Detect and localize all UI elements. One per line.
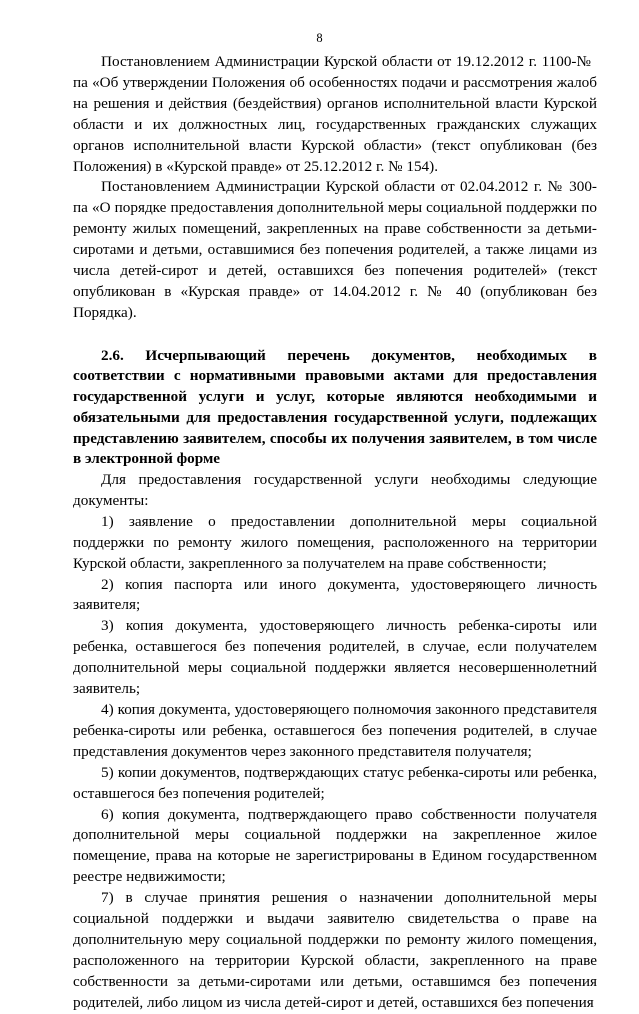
document-body bbox=[73, 52, 597, 1014]
section-heading-2-6: 2.6. Исчерпывающий перечень документов, необходимых в соответствии с нормативными правовыми актами для предоставления государственной услуги и услуг, которые являются необходимыми и обязательными для предоставления государственной услуги, подлежащих представлению заявителем, способы их получения заявителем, в том числе в электронной форме bbox=[73, 346, 597, 468]
paragraph-documents-intro: Для предоставления государственной услуги необходимы следующие документы: bbox=[73, 471, 597, 509]
list-item-5: 5) копии документов, подтверждающих статус ребенка-сироты или ребенка, оставшегося без попечения родителей; bbox=[73, 763, 597, 802]
list-item-1: 1) заявление о предоставлении дополнительной меры социальной поддержки по ремонту жилого помещения, расположенного на территории Курской области, закрепленного за получателем на праве собственности; bbox=[73, 512, 597, 572]
list-item-3: 3) копия документа, удостоверяющего личность ребенка-сироты или ребенка, оставшегося без попечения родителей, в случае, если получателем дополнительной меры социальной поддержки является несовершеннолетний заявитель; bbox=[73, 617, 597, 698]
paragraph-resolution-1100-start: Постановлением Администрации Курской области от 19.12.2012 г. bbox=[101, 53, 538, 70]
paragraph-resolution-1100-rest: 1100-па «Об утверждении Положения об особенностях подачи и рассмотрения жалоб на решения и действия (бездействия) органов исполнительной власти Курской области и их должностных лиц, государственных гражданских служащих органов исполнительной власти Курской области» (текст опубликован (без Положения) в «Курской правде» от 25.12.2012 г. № 154). bbox=[73, 53, 597, 175]
list-item-7: 7) в случае принятия решения о назначении дополнительной меры социальной поддержки и выдачи заявителю свидетельства о праве на дополнительную меру социальной поддержки по ремонту жилого помещения, расположенного на территории Курской области, закрепленного на праве собственности за детьми-сиротами или детьми, оставшимся без попечения родителей, либо лицом из числа детей-сирот и детей, оставшихся без попечения bbox=[73, 889, 597, 1011]
list-item-4: 4) копия документа, удостоверяющего полномочия законного представителя ребенка-сироты или ребенка, оставшегося без попечения родителей, в случае представления документов через законного представителя получателя; bbox=[73, 700, 597, 760]
paragraph-resolution-300: Постановлением Администрации Курской области от 02.04.2012 г. № 300-па «О порядке предоставления дополнительной меры социальной поддержки по ремонту жилых помещений, закрепленных на праве собственности за детьми-сиротами и детьми, оставшимися без попечения родителей, а также лицами из числа детей-сирот и детей, оставшихся без попечения родителей» (текст опубликован в «Курская правде» от 14.04.2012 г. № 40 (опубликован без Порядка). bbox=[73, 178, 597, 321]
list-item-2: 2) копия паспорта или иного документа, удостоверяющего личность заявителя; bbox=[73, 575, 597, 614]
list-item-6: 6) копия документа, подтверждающего право собственности получателя дополнительной меры социальной поддержки на закрепленное жилое помещение, права на которые не зарегистрированы в Едином государственном реестре недвижимости; bbox=[73, 805, 597, 886]
paragraph-resolution-1100 bbox=[73, 52, 597, 177]
page-number: 8 bbox=[316, 31, 323, 45]
number-sign: № bbox=[576, 53, 591, 70]
